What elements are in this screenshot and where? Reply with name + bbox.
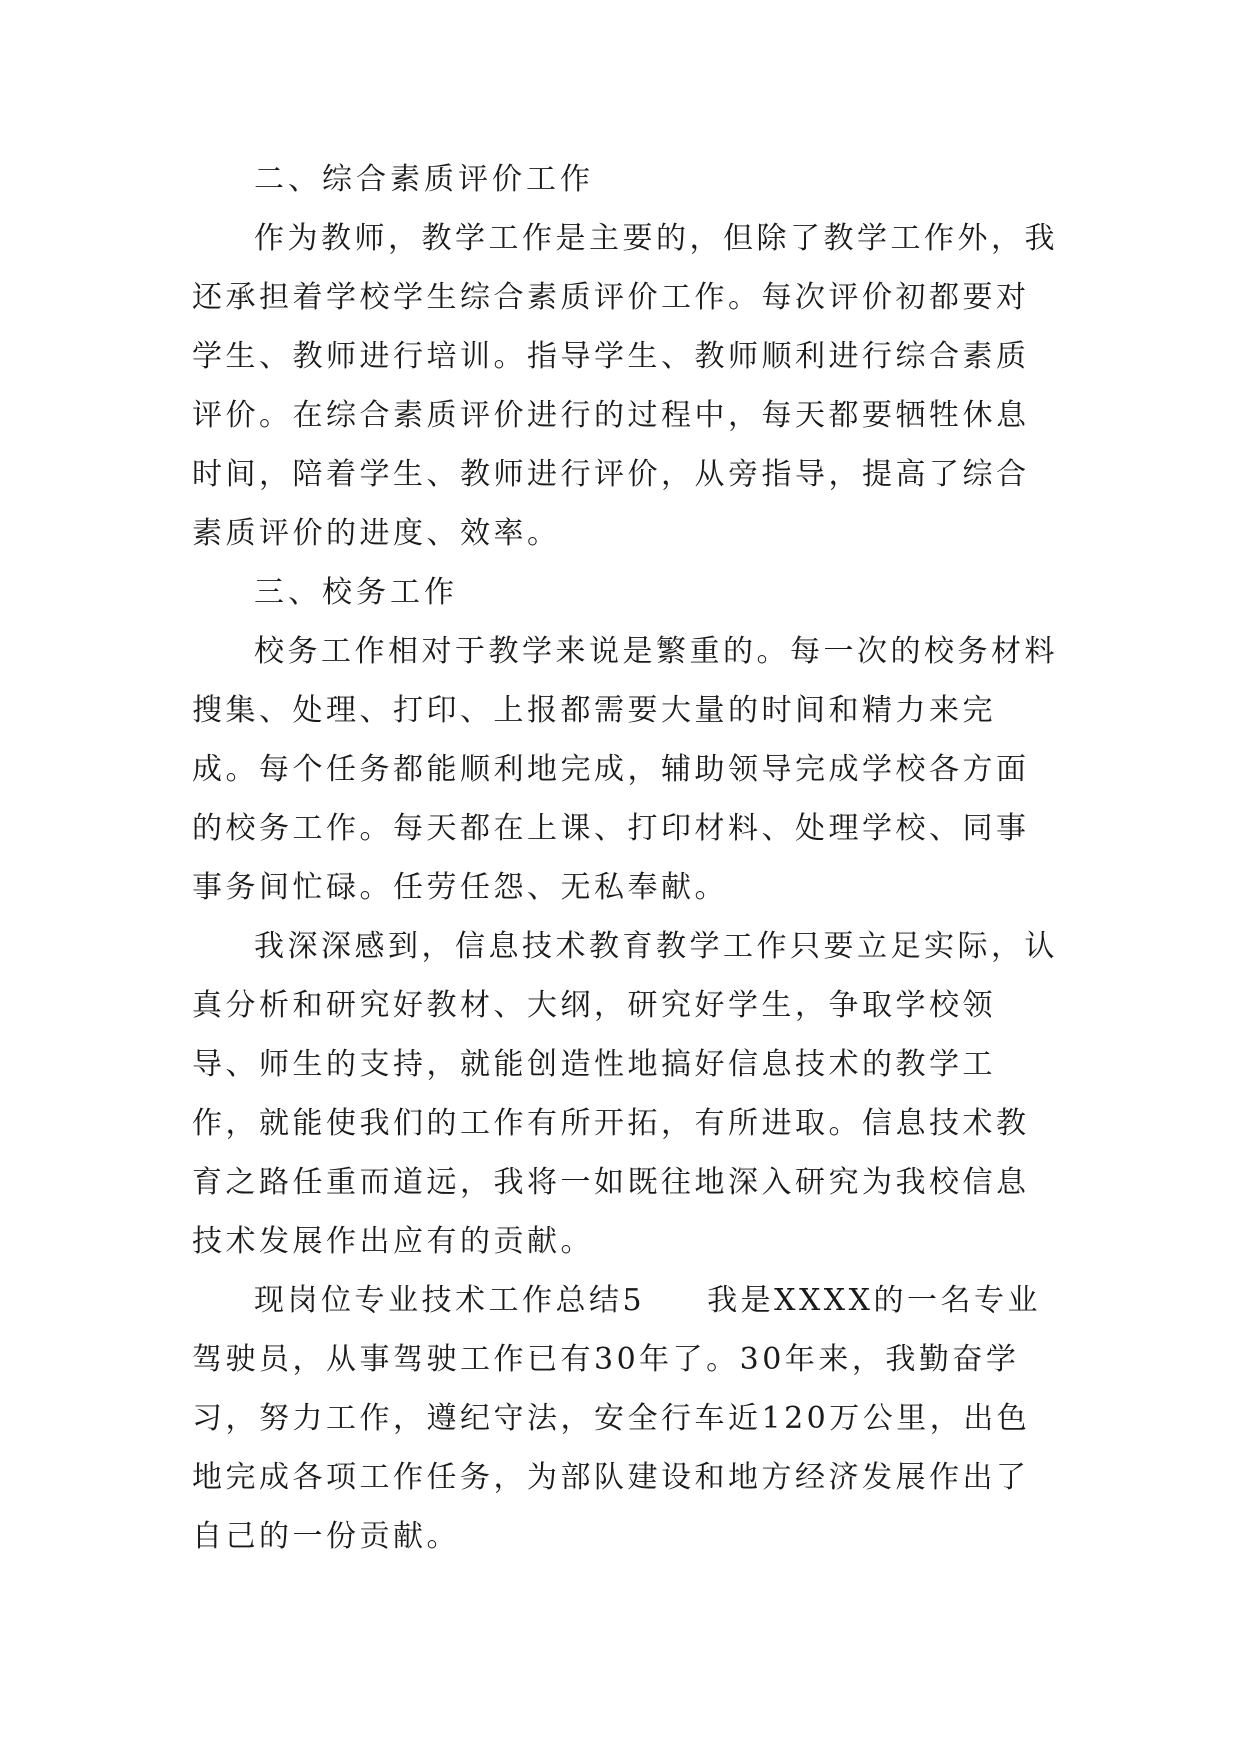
paragraph-school-affairs: 校务工作相对于教学来说是繁重的。每一次的校务材料搜集、处理、打印、上报都需要大量的时间和精力来完成。每个任务都能顺利地完成，辅助领导完成学校各方面的校务工作。每天都在上课、打印材料、处理学校、同事事务间忙碌。任劳任怨、无私奉献。 xyxy=(192,634,1058,905)
summary-title: 现岗位专业技术工作总结5 xyxy=(254,1283,646,1318)
paragraph-comprehensive-evaluation: 作为教师，教学工作是主要的，但除了教学工作外，我还承担着学校学生综合素质评价工作。每次评价初都要对学生、教师进行培训。指导学生、教师顺利进行综合素质评价。在综合素质评价进行的过程中，每天都要牺牲休息时间，陪着学生、教师进行评价，从旁指导，提高了综合素质评价的进度、效率。 xyxy=(192,221,1058,551)
paragraph-reflection: 我深深感到，信息技术教育教学工作只要立足实际，认真分析和研究好教材、大纲，研究好学生，争取学校领导、师生的支持，就能创造性地搞好信息技术的教学工作，就能使我们的工作有所开拓，有所进取。信息技术教育之路任重而道远，我将一如既往地深入研究为我校信息技术发展作出应有的贡献。 xyxy=(192,929,1058,1259)
section-heading-2: 二、综合素质评价工作 xyxy=(254,162,594,197)
paragraph-summary-5 xyxy=(192,1271,1062,1566)
summary-body: 我是XXXX的一名专业驾驶员，从事驾驶工作已有30年了。30年来，我勤奋学习，努力工作，遵纪守法，安全行车近120万公里，出色地完成各项工作任务，为部队建设和地方经济发展作出了自己的一份贡献。 xyxy=(192,1283,1042,1554)
document-body xyxy=(192,150,1062,1566)
section-heading-3: 三、校务工作 xyxy=(254,575,458,610)
